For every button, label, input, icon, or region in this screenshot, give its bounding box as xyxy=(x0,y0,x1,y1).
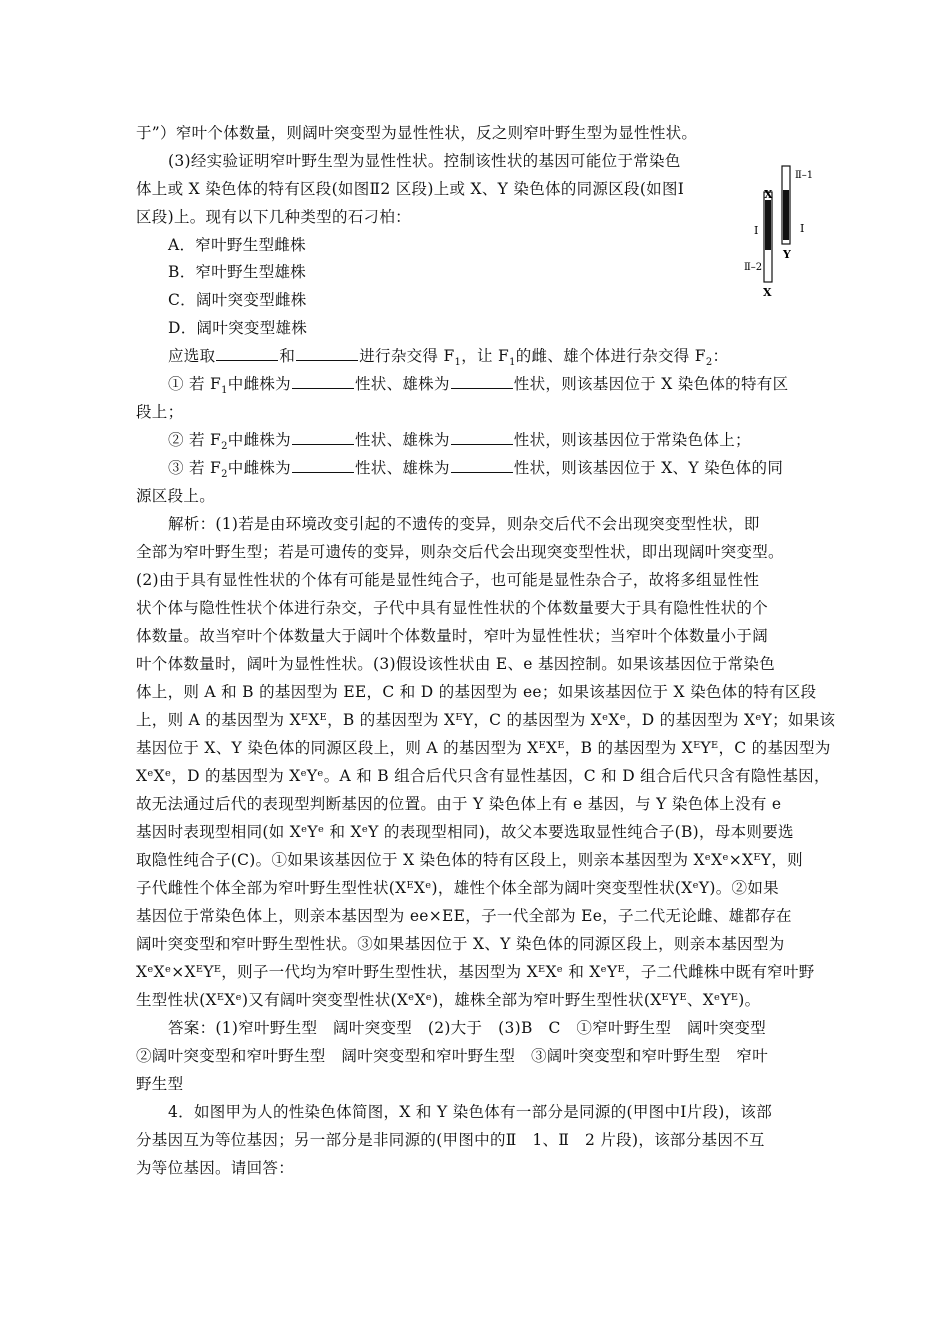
y-homologous-segment xyxy=(783,190,789,240)
option-c: C．阔叶突变型雌株 xyxy=(168,291,307,309)
segment-ii1-label: Ⅱ–1 xyxy=(795,170,814,181)
question-4-line: 分基因互为等位基因；另一部分是非同源的(甲图中的Ⅱ 1、Ⅱ 2 片段)，该部分基因不互 xyxy=(136,1131,765,1149)
analysis-line: 生型性状(XᴱXᵉ)又有阔叶突变型性状(XᵉXᵉ)，雄株全部为窄叶野生型性状(XᴱYᴱ、XᵉYᴱ)。 xyxy=(136,991,761,1009)
y-label: Y xyxy=(783,248,791,261)
sex-chromosome-figure xyxy=(744,162,825,302)
answer-blank xyxy=(216,346,278,361)
answer-blank xyxy=(292,458,354,473)
answer-blank xyxy=(292,374,354,389)
question-line: 应选取 和 进行杂交得 $F_1$，让 $F_1$的雌、雄个体进行杂交得 $F_2$： xyxy=(168,347,729,369)
question-line: ② 若 $F_2$中雌株为 性状、雄株为 性状，则该基因位于常染色体上； xyxy=(168,431,751,453)
answer-blank xyxy=(451,374,513,389)
question-line: ① 若 $F_1$中雌株为 性状、雄株为 性状，则该基因位于 X 染色体的特有区 xyxy=(168,375,789,397)
analysis-line: 解析：(1)若是由环境改变引起的不遗传的变异，则杂交后代不会出现突变型性状，即 xyxy=(168,515,760,533)
analysis-line: 故无法通过后代的表现型判断基因的位置。由于 Y 染色体上有 e 基因，与 Y 染色体上没有 e xyxy=(136,795,782,813)
answer-blank xyxy=(451,458,513,473)
analysis-line: 子代雌性个体全部为窄叶野生型性状(XᴱXᵉ)，雄性个体全部为阔叶突变型性状(XᵉY)。②如果 xyxy=(136,879,779,897)
text-line: 段上； xyxy=(136,403,184,421)
analysis-line: (2)由于具有显性性状的个体有可能是显性纯合子，也可能是显性杂合子，故将多组显性性 xyxy=(136,571,760,589)
x-bottom-label: X xyxy=(763,286,772,299)
analysis-line: XᵉXᵉ×XᴱYᴱ，则子一代均为窄叶野生型性状，基因型为 XᴱXᵉ 和 XᵉYᴱ，子二代雌株中既有窄叶野 xyxy=(136,963,815,981)
option-a: A．窄叶野生型雌株 xyxy=(168,236,306,254)
x-top-label: X xyxy=(764,188,773,201)
segment-ii2-label: Ⅱ–2 xyxy=(744,262,763,273)
analysis-line: 取隐性纯合子(C)。①如果该基因位于 X 染色体的特有区段上，则亲本基因型为 XᵉXᵉ×XᴱY，则 xyxy=(136,851,803,869)
answer-blank xyxy=(292,430,354,445)
answer-line: 答案：(1)窄叶野生型 阔叶突变型 (2)大于 (3)B C ①窄叶野生型 阔叶突变型 xyxy=(168,1019,767,1037)
analysis-line: 上，则 A 的基因型为 XᴱXᴱ，B 的基因型为 XᴱY，C 的基因型为 XᵉXᵉ，D 的基因型为 XᵉY；如果该 xyxy=(136,711,836,729)
text-line: 体上或 X 染色体的特有区段(如图Ⅱ2 区段)上或 X、Y 染色体的同源区段(如图Ⅰ xyxy=(136,180,685,198)
answer-line: ②阔叶突变型和窄叶野生型 阔叶突变型和窄叶野生型 ③阔叶突变型和窄叶野生型 窄叶 xyxy=(136,1047,769,1065)
analysis-line: 基因位于常染色体上，则亲本基因型为 ee×EE，子一代全部为 Ee，子二代无论雌、雄都存在 xyxy=(136,907,792,925)
answer-blank xyxy=(296,346,358,361)
text-line: 于”）窄叶个体数量，则阔叶突变型为显性性状，反之则窄叶野生型为显性性状。 xyxy=(136,124,698,142)
analysis-line: 体数量。故当窄叶个体数量大于阔叶个体数量时，窄叶为显性性状；当窄叶个体数量小于阔 xyxy=(136,627,769,645)
segment-i-left-label: Ⅰ xyxy=(754,224,759,237)
option-d: D．阔叶突变型雄株 xyxy=(168,319,308,337)
analysis-line: 叶个体数量时，阔叶为显性性状。(3)假设该性状由 E、e 基因控制。如果该基因位于常染色 xyxy=(136,655,775,673)
analysis-line: 状个体与隐性性状个体进行杂交，子代中具有显性性状的个体数量要大于具有隐性性状的个 xyxy=(136,599,769,617)
text-line: 区段)上。现有以下几种类型的石刁柏： xyxy=(136,208,411,226)
question-line: ③ 若 $F_2$中雌株为 性状、雄株为 性状，则该基因位于 X、Y 染色体的同 xyxy=(168,459,784,481)
question-4-line: 为等位基因。请回答： xyxy=(136,1159,295,1177)
analysis-line: 全部为窄叶野生型；若是可遗传的变异，则杂交后代会出现突变型性状，即出现阔叶突变型。 xyxy=(136,543,784,561)
analysis-line: XᵉXᵉ，D 的基因型为 XᵉYᵉ。A 和 B 组合后代只含有显性基因，C 和 D 组合后代只含有隐性基因， xyxy=(136,767,830,785)
answer-blank xyxy=(451,430,513,445)
segment-i-right-label: Ⅰ xyxy=(800,222,805,235)
analysis-line: 基因位于 X、Y 染色体的同源区段上，则 A 的基因型为 XᴱXᴱ，B 的基因型为 XᴱYᴱ，C 的基因型为 xyxy=(136,739,831,757)
analysis-line: 阔叶突变型和窄叶野生型性状。③如果基因位于 X、Y 染色体的同源区段上，则亲本基因型为 xyxy=(136,935,785,953)
analysis-line: 体上，则 A 和 B 的基因型为 EE，C 和 D 的基因型为 ee；如果该基因位于 X 染色体的特有区段 xyxy=(136,683,817,701)
x-homologous-segment xyxy=(765,200,771,250)
answer-line: 野生型 xyxy=(136,1075,184,1093)
text-line: (3)经实验证明窄叶野生型为显性性状。控制该性状的基因可能位于常染色 xyxy=(168,152,681,170)
text-line: 源区段上。 xyxy=(136,487,216,505)
question-4-line: 4．如图甲为人的性染色体简图，X 和 Y 染色体有一部分是同源的(甲图中Ⅰ片段)，该部 xyxy=(168,1103,773,1121)
option-b: B．窄叶野生型雄株 xyxy=(168,263,307,281)
analysis-line: 基因时表现型相同(如 XᵉYᵉ 和 XᵉY 的表现型相同)，故父本要选取显性纯合子(B)，母本则要选 xyxy=(136,823,794,841)
